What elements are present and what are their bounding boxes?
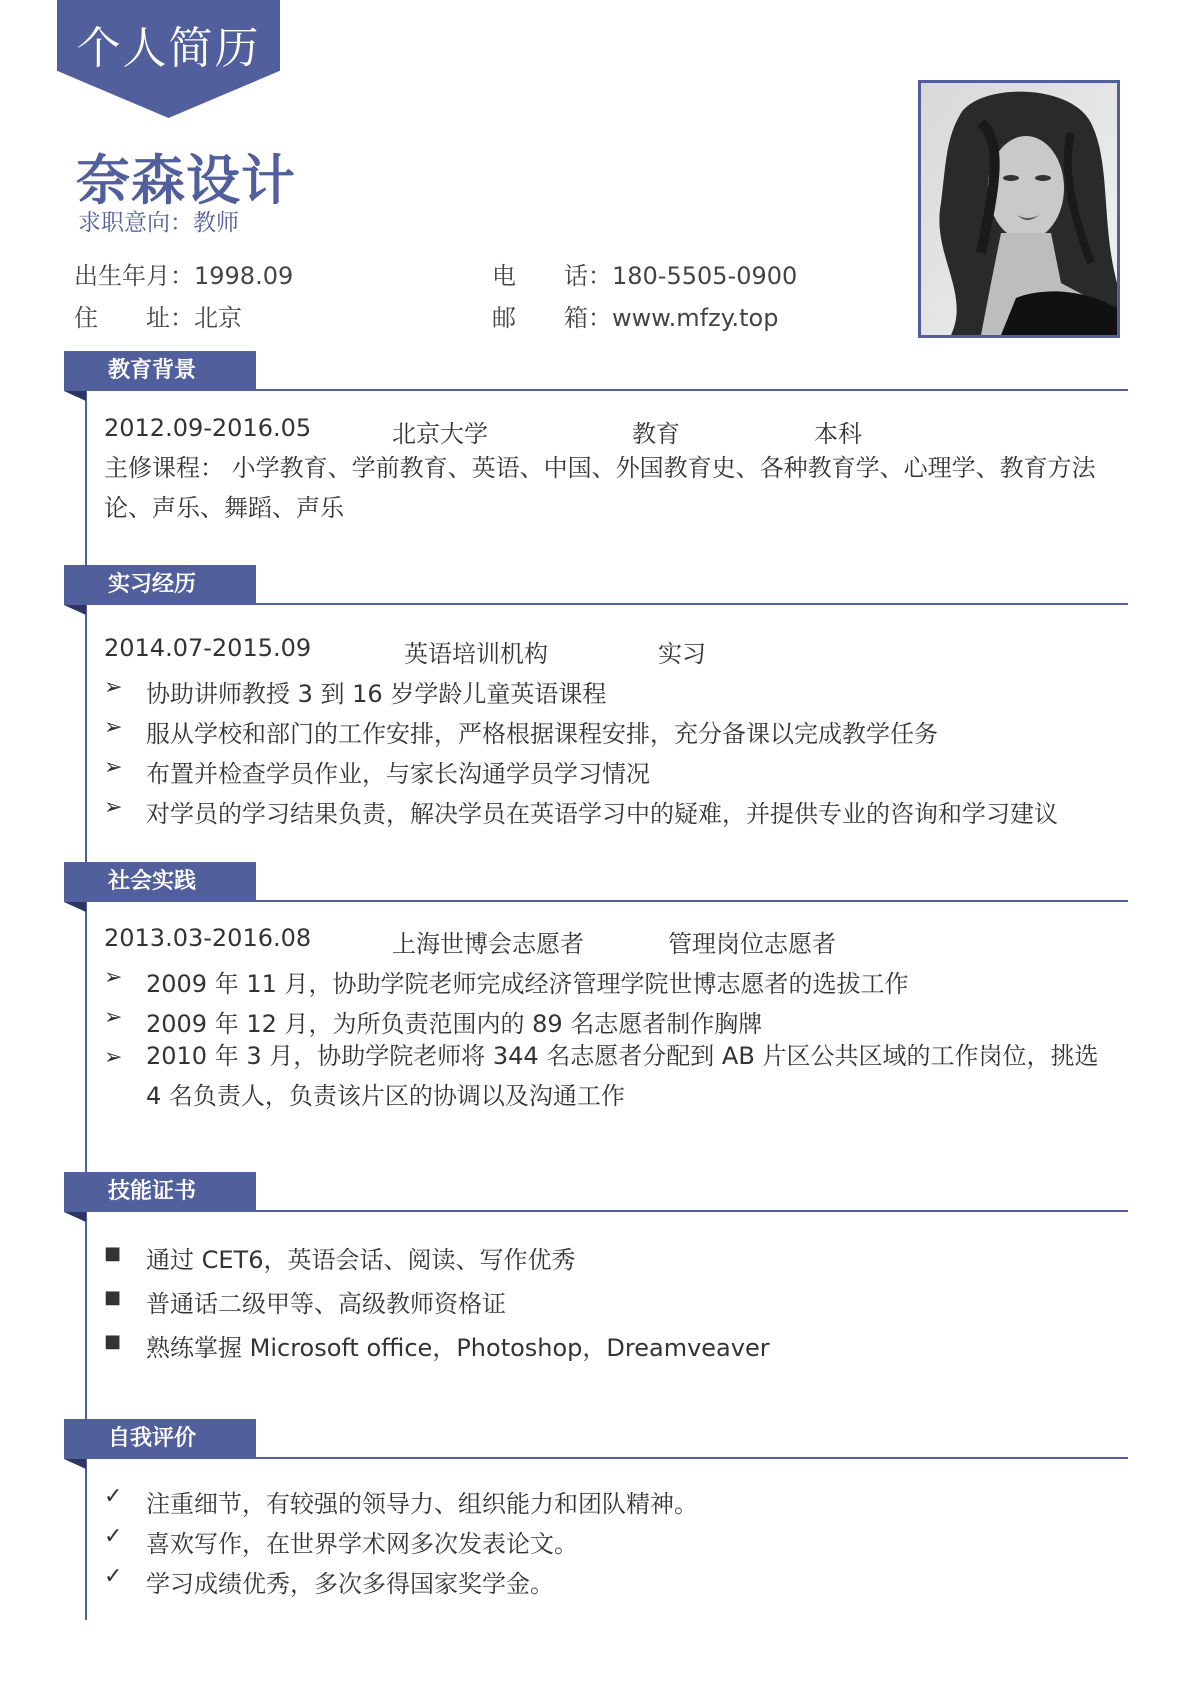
section-title-social: 社会实践 — [64, 862, 256, 902]
social-item: 2009 年 11 月，协助学院老师完成经济管理学院世博志愿者的选拔工作 — [146, 970, 909, 998]
arrow-bullet-icon: ➢ — [104, 1005, 123, 1030]
address-label-2: 址：北京 — [146, 304, 242, 332]
phone-info — [492, 256, 797, 291]
self-item: 喜欢写作，在世界学术网多次发表论文。 — [146, 1530, 578, 1558]
check-bullet-icon: ✓ — [104, 1484, 123, 1509]
intern-item: 布置并检查学员作业，与家长沟通学员学习情况 — [146, 760, 650, 788]
address-label-1: 住 — [74, 304, 98, 332]
skill-item: 熟练掌握 Microsoft office，Photoshop，Dreamveaver — [146, 1334, 770, 1362]
section-rule-education — [256, 389, 1128, 391]
section-rule-social — [256, 900, 1128, 902]
edu-major: 教育 — [632, 420, 680, 448]
birth-info — [74, 256, 293, 291]
edu-school: 北京大学 — [392, 420, 488, 448]
section-rule-internship — [256, 603, 1128, 605]
intern-item: 服从学校和部门的工作安排，严格根据课程安排，充分备课以完成教学任务 — [146, 720, 938, 748]
check-bullet-icon: ✓ — [104, 1524, 123, 1549]
arrow-bullet-icon: ➢ — [104, 795, 123, 820]
section-fold-education — [64, 391, 86, 401]
email-info — [492, 298, 778, 333]
arrow-bullet-icon: ➢ — [104, 1045, 123, 1070]
section-title-internship: 实习经历 — [64, 565, 256, 605]
section-title-self: 自我评价 — [64, 1419, 256, 1459]
birth-value: 1998.09 — [194, 262, 294, 290]
edu-degree: 本科 — [814, 420, 862, 448]
section-fold-social — [64, 902, 86, 912]
email-label-2: 箱：www.mfzy.top — [564, 304, 779, 332]
social-item: 2009 年 12 月，为所负责范围内的 89 名志愿者制作胸牌 — [146, 1010, 763, 1038]
birth-label: 出生年月： — [74, 262, 194, 290]
square-bullet-icon: ■ — [104, 1243, 122, 1264]
intern-role: 实习 — [658, 640, 706, 668]
email-label-1: 邮 — [492, 304, 516, 332]
section-fold-self — [64, 1459, 86, 1469]
section-rule-self — [256, 1457, 1128, 1459]
address-info — [74, 298, 242, 333]
intern-item: 对学员的学习结果负责，解决学员在英语学习中的疑难，并提供专业的咨询和学习建议 — [146, 800, 1058, 828]
section-fold-skills — [64, 1212, 86, 1222]
social-item: 2010 年 3 月，协助学院老师将 344 名志愿者分配到 AB 片区公共区域的工作岗位，挑选 4 名负责人，负责该片区的协调以及沟通工作 — [146, 1042, 1099, 1110]
phone-label-2: 话：180-5505-0900 — [564, 262, 798, 290]
arrow-bullet-icon: ➢ — [104, 755, 123, 780]
section-title-education: 教育背景 — [64, 351, 256, 391]
intern-item: 协助讲师教授 3 到 16 岁学龄儿童英语课程 — [146, 680, 607, 708]
skill-item: 通过 CET6，英语会话、阅读、写作优秀 — [146, 1246, 576, 1274]
section-rule-skills — [256, 1210, 1128, 1212]
candidate-name: 奈森设计 — [76, 149, 296, 212]
self-item: 学习成绩优秀，多次多得国家奖学金。 — [146, 1570, 554, 1598]
social-period: 2013.03-2016.08 — [104, 924, 312, 952]
edu-courses: 主修课程： 小学教育、学前教育、英语、中国、外国教育史、各种教育学、心理学、教育方法论、声乐、舞蹈、声乐 — [104, 454, 1096, 522]
skill-item: 普通话二级甲等、高级教师资格证 — [146, 1290, 506, 1318]
phone-label-1: 电 — [492, 262, 516, 290]
square-bullet-icon: ■ — [104, 1287, 122, 1308]
check-bullet-icon: ✓ — [104, 1564, 123, 1589]
social-role: 管理岗位志愿者 — [668, 930, 836, 958]
banner-title: 个人简历 — [76, 23, 261, 74]
arrow-bullet-icon: ➢ — [104, 675, 123, 700]
self-item: 注重细节，有较强的领导力、组织能力和团队精神。 — [146, 1490, 698, 1518]
intern-org: 英语培训机构 — [404, 640, 548, 668]
arrow-bullet-icon: ➢ — [104, 715, 123, 740]
job-objective: 求职意向：教师 — [78, 210, 239, 236]
intern-period: 2014.07-2015.09 — [104, 634, 312, 662]
arrow-bullet-icon: ➢ — [104, 965, 123, 990]
social-org: 上海世博会志愿者 — [392, 930, 584, 958]
profile-photo — [918, 80, 1120, 338]
edu-period: 2012.09-2016.05 — [104, 414, 312, 442]
section-title-skills: 技能证书 — [64, 1172, 256, 1212]
square-bullet-icon: ■ — [104, 1331, 122, 1352]
section-fold-internship — [64, 605, 86, 615]
